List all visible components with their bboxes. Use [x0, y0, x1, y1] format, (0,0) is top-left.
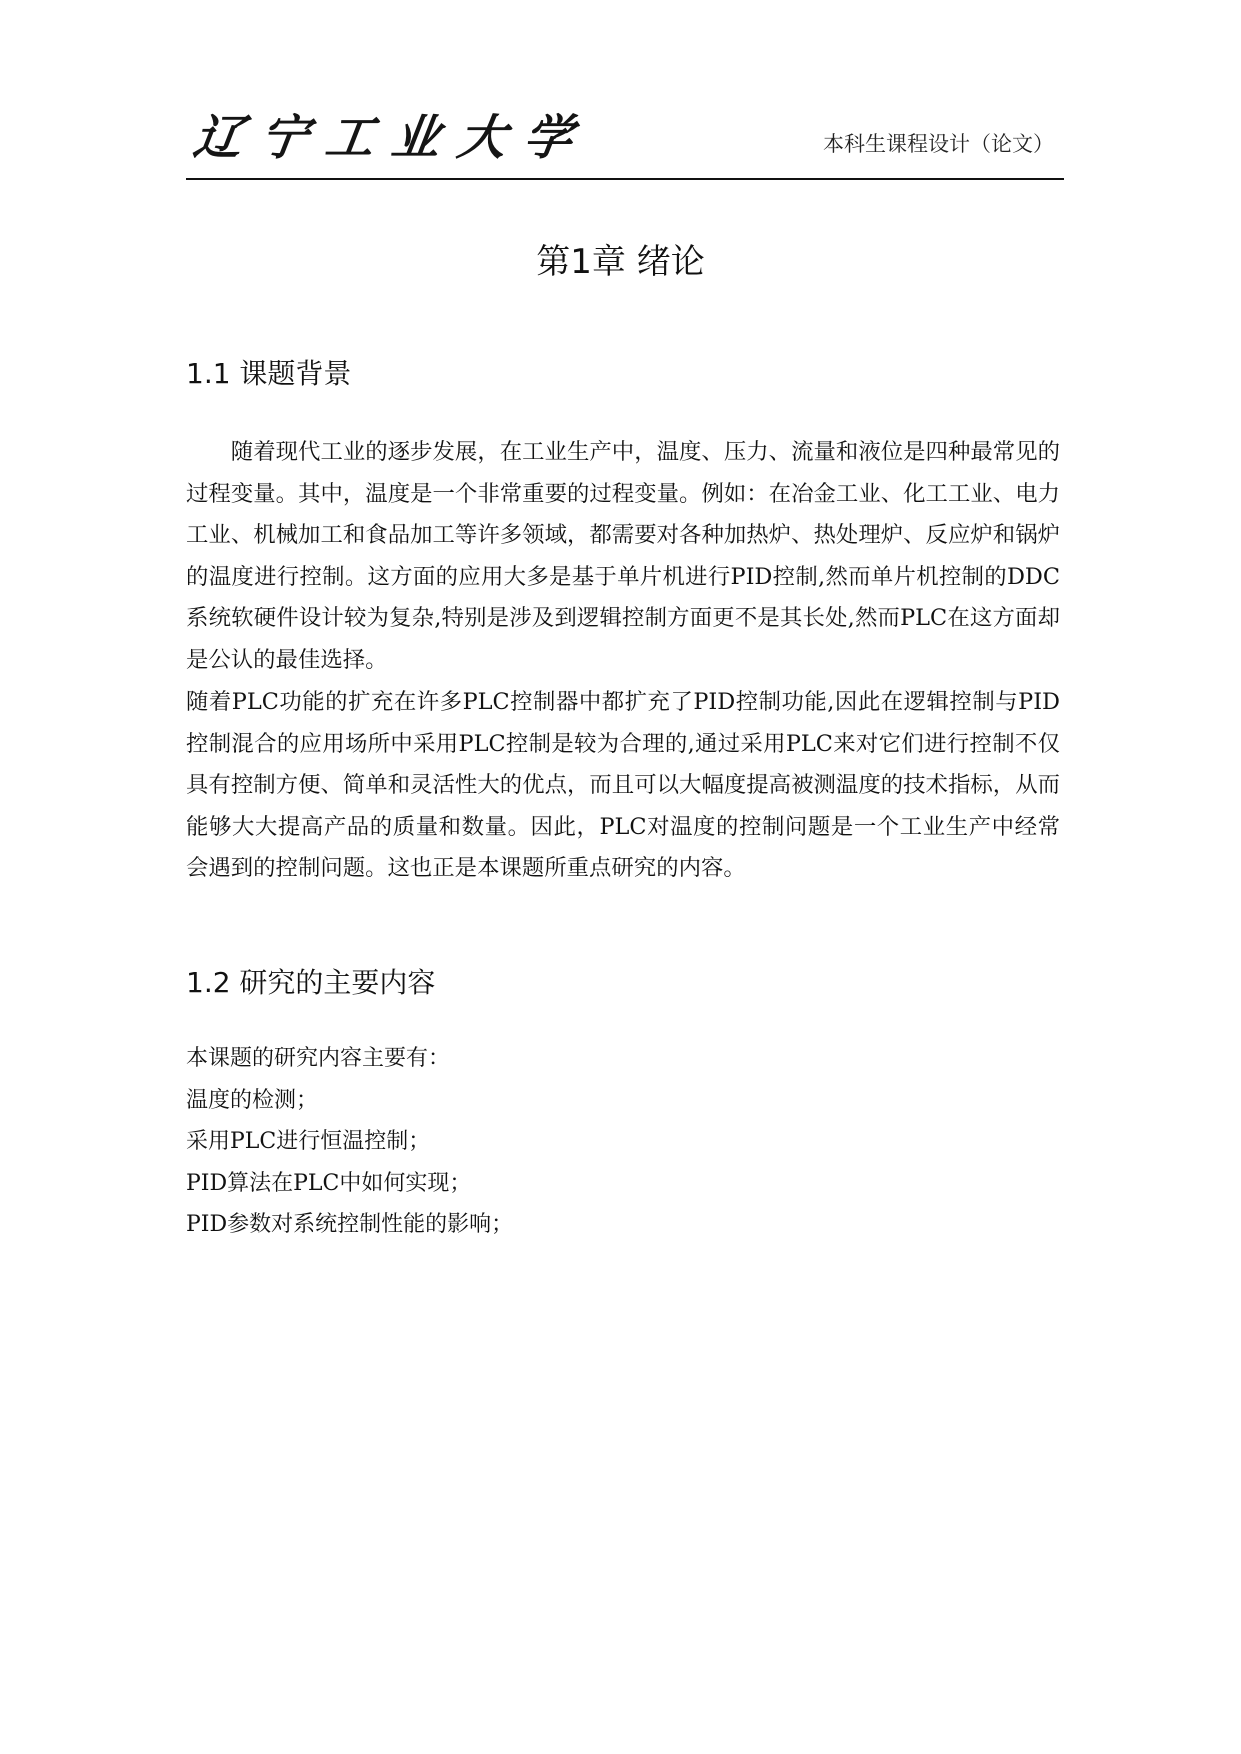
header-document-type: 本科生课程设计（论文）: [823, 132, 1054, 156]
university-logo: 辽宁工业大学: [190, 110, 594, 166]
research-content-intro: 本课题的研究内容主要有：: [186, 1046, 451, 1071]
list-item: 温度的检测；: [186, 1087, 319, 1113]
research-content-list: [186, 1038, 1060, 1246]
list-item: PID算法在PLC中如何实现；: [186, 1170, 472, 1196]
page-header: [186, 108, 1064, 180]
section-heading-main-content: 1.2 研究的主要内容: [186, 966, 436, 999]
section-heading-background: 1.1 课题背景: [186, 357, 352, 390]
chapter-title: 第1章 绪论: [536, 242, 705, 282]
list-item: 采用PLC进行恒温控制；: [186, 1129, 431, 1154]
background-paragraph-1: 随着现代工业的逐步发展，在工业生产中，温度、压力、流量和液位是四种最常见的过程变量。其中，温度是一个非常重要的过程变量。例如：在冶金工业、化工工业、电力工业、机械加工和食品加工等许多领域，都需要对各种加热炉、热处理炉、反应炉和锅炉的温度进行控制。这方面的应用大多是基于单片机进行PID控制,然而单片机控制的DDC系统软硬件设计较为复杂,特别是涉及到逻辑控制方面更不是其长处,然而PLC在这方面却是公认的最佳选择。: [186, 439, 1060, 673]
background-paragraph-2: 随着PLC功能的扩充在许多PLC控制器中都扩充了PID控制功能,因此在逻辑控制与PID控制混合的应用场所中采用PLC控制是较为合理的,通过采用PLC来对它们进行控制不仅具有控制方便、简单和灵活性大的优点，而且可以大幅度提高被测温度的技术指标，从而能够大大提高产品的质量和数量。因此，PLC对温度的控制问题是一个工业生产中经常会遇到的控制问题。这也正是本课题所重点研究的内容。: [186, 689, 1060, 881]
list-item: PID参数对系统控制性能的影响；: [186, 1212, 514, 1237]
